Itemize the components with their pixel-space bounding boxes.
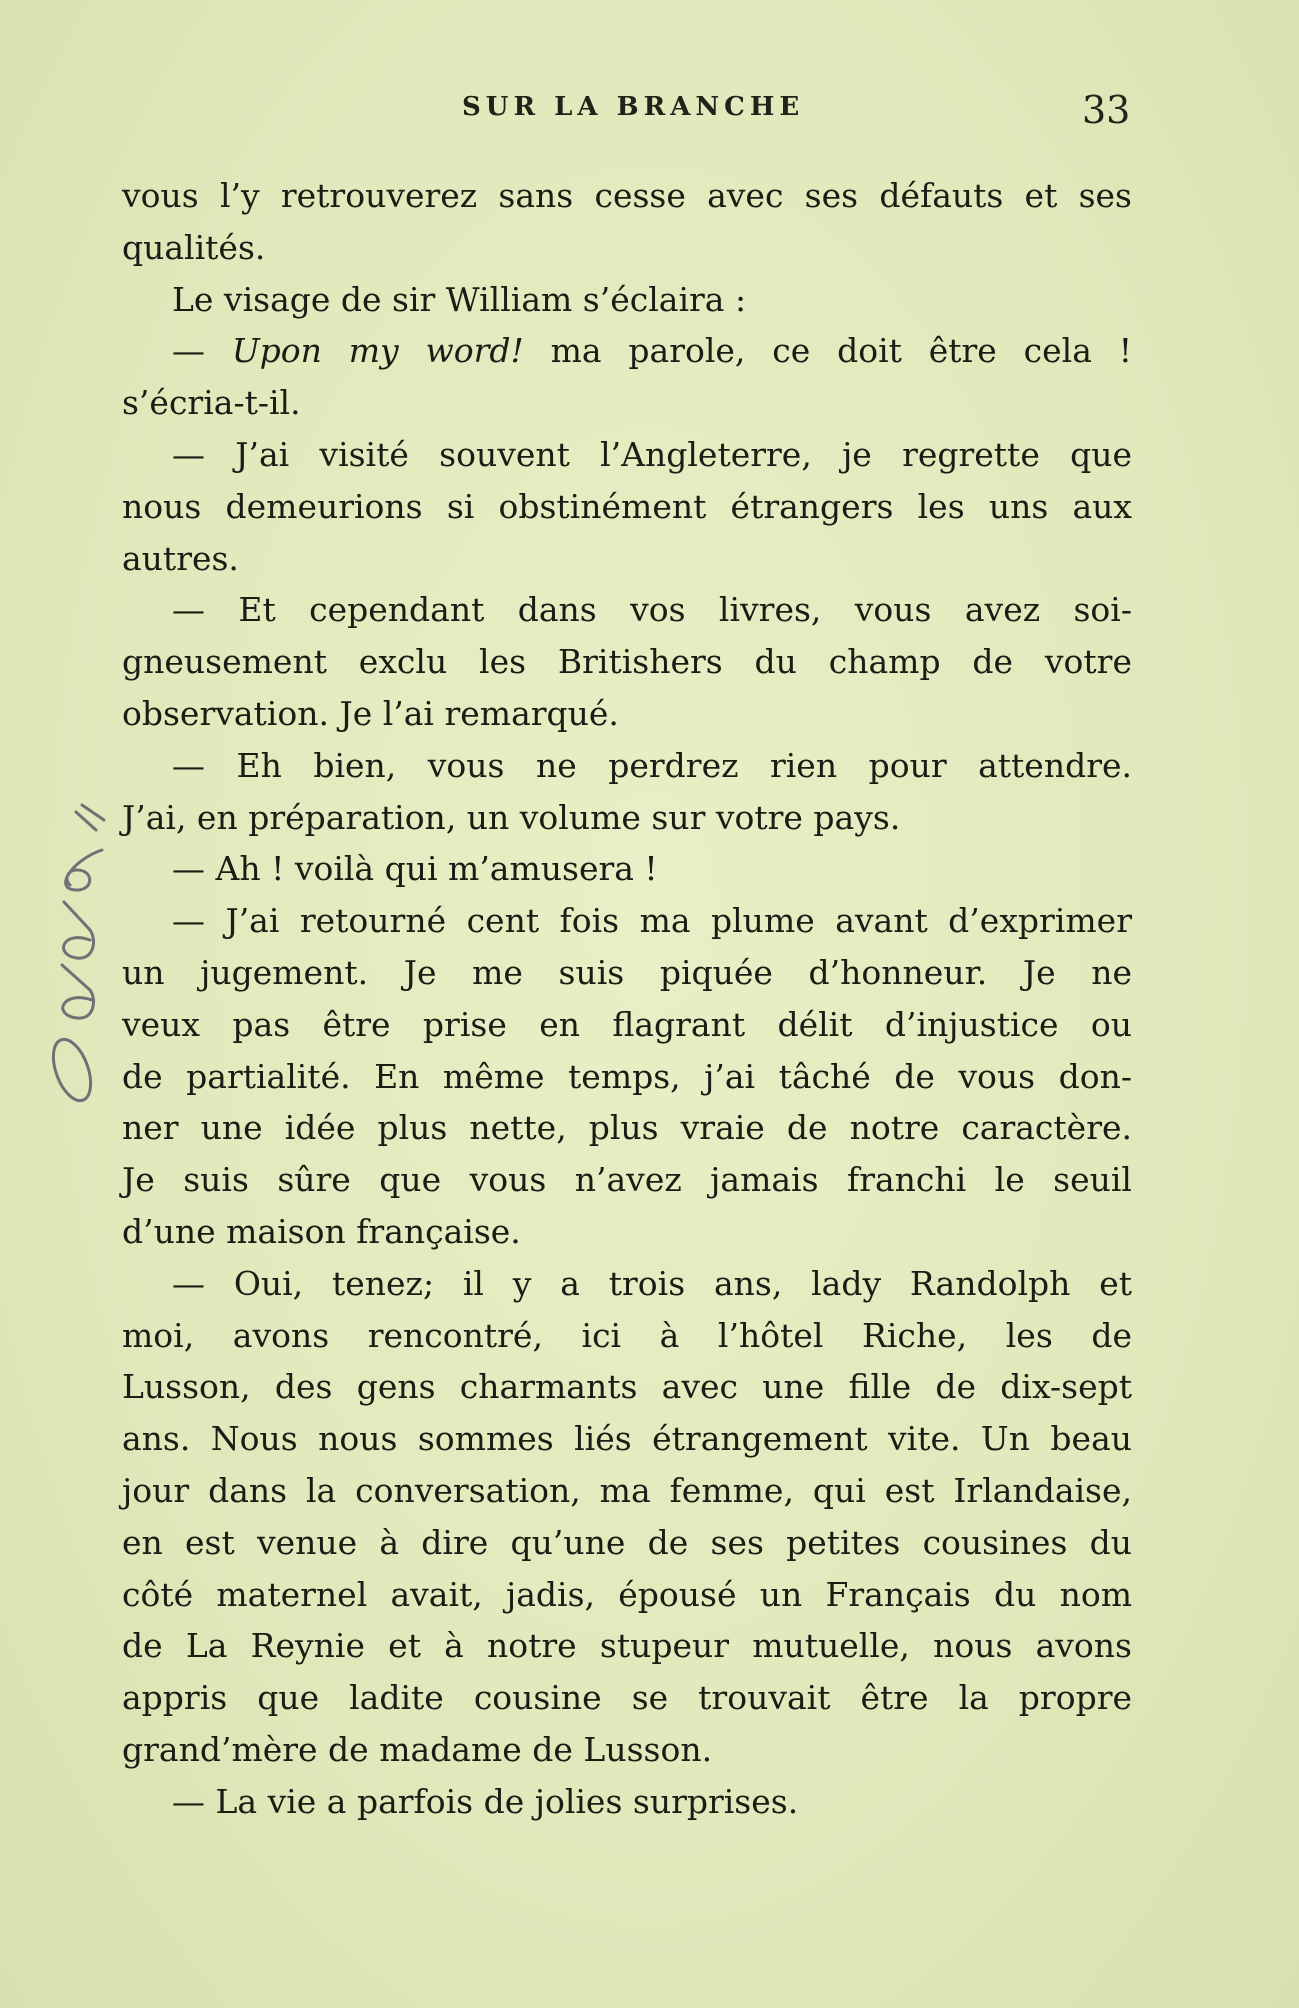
text-line [122, 325, 1132, 377]
text-line: Lusson, des gens charmants avec une fille de dix-sept [122, 1367, 1132, 1407]
page-number: 33 [1082, 88, 1131, 132]
text-line: observation. Je l’ai remarqué. [122, 693, 619, 733]
text-line: Le visage de sir William s’éclaira : [172, 279, 747, 319]
text-line: — J’ai visité souvent l’Angleterre, je regrette que [172, 434, 1132, 474]
text-line: J’ai, en préparation, un volume sur votre pays. [122, 797, 901, 837]
text-line: autres. [122, 538, 239, 578]
text-line: nous demeurions si obstinément étrangers les uns aux [122, 486, 1132, 526]
text-line: moi, avons rencontré, ici à l’hôtel Riche, les de [122, 1315, 1132, 1355]
text-line: grand’mère de madame de Lusson. [122, 1729, 713, 1769]
handwritten-margin-note [22, 790, 122, 1120]
italic-phrase: Upon my word! [231, 331, 524, 371]
text-line: veux pas être prise en flagrant délit d’injustice ou [122, 1004, 1132, 1044]
dash: — [172, 331, 232, 371]
text-line: d’une maison française. [122, 1211, 521, 1251]
body-text [122, 170, 1132, 1828]
text-line: qualités. [122, 227, 266, 267]
text-line: — La vie a parfois de jolies surprises. [172, 1781, 799, 1821]
text-line: — Oui, tenez; il y a trois ans, lady Randolph et [172, 1263, 1132, 1303]
text-line: un jugement. Je me suis piquée d’honneur. Je ne [122, 952, 1132, 992]
text-line: — J’ai retourné cent fois ma plume avant d’exprimer [172, 901, 1132, 941]
text-line: appris que ladite cousine se trouvait être la propre [122, 1678, 1132, 1718]
text-line: Je suis sûre que vous n’avez jamais franchi le seuil [122, 1160, 1132, 1200]
text-line: côté maternel avait, jadis, épousé un Français du nom [122, 1574, 1132, 1614]
text-line: gneusement exclu les Britishers du champ de votre [122, 642, 1132, 682]
text-line: vous l’y retrouverez sans cesse avec ses défauts et ses [122, 176, 1132, 215]
text-line: de partialité. En même temps, j’ai tâché de vous don- [122, 1056, 1132, 1096]
text-line: s’écria-t-il. [122, 383, 301, 423]
text-line: ans. Nous nous sommes liés étrangement vite. Un beau [122, 1419, 1132, 1459]
text-line: — Ah ! voilà qui m’amusera ! [172, 849, 658, 889]
text-line: ner une idée plus nette, plus vraie de notre caractère. [122, 1108, 1132, 1148]
text-line: jour dans la conversation, ma femme, qui est Irlandaise, [122, 1470, 1132, 1510]
text-line: — Et cependant dans vos livres, vous avez soi- [172, 590, 1132, 630]
text-line: — Eh bien, vous ne perdrez rien pour attendre. [172, 745, 1132, 785]
text-line: de La Reynie et à notre stupeur mutuelle, nous avons [122, 1626, 1132, 1666]
text-line: en est venue à dire qu’une de ses petites cousines du [122, 1522, 1132, 1562]
line-rest: ma parole, ce doit être cela ! [523, 331, 1133, 371]
running-title: SUR LA BRANCHE [462, 92, 805, 122]
